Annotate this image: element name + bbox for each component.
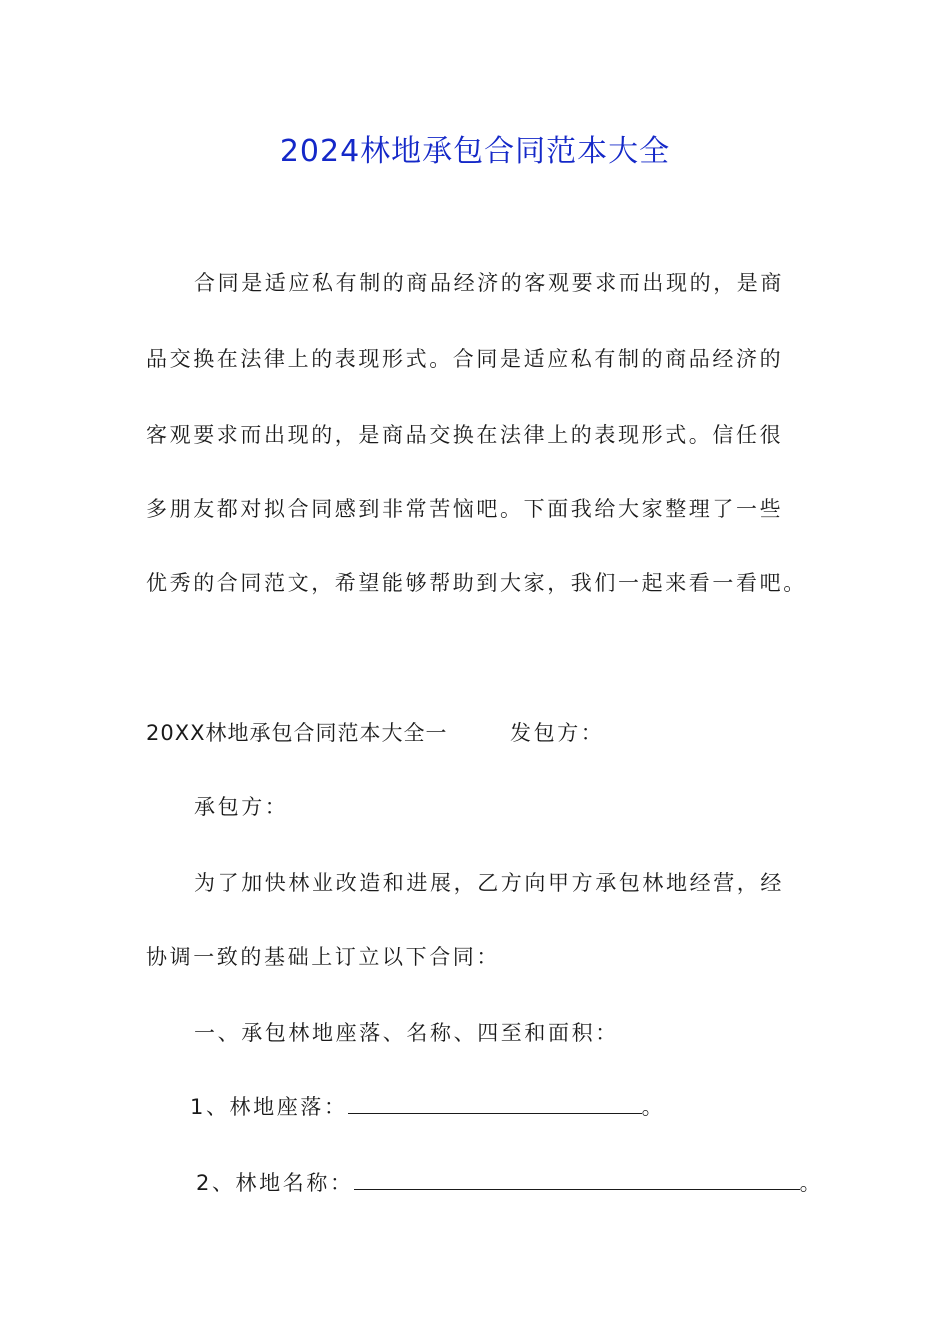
intro-line-2: 品交换在法律上的表现形式。合同是适应私有制的商品经济的 (146, 347, 784, 371)
intro-line-5: 优秀的合同范文，希望能够帮助到大家，我们一起来看一看吧。 (146, 571, 807, 595)
item-2-blank-field[interactable] (354, 1169, 800, 1190)
party-b-label: 承包方： (194, 795, 289, 819)
purpose-line-1: 为了加快林业改造和进展，乙方向甲方承包林地经营，经 (194, 871, 784, 895)
intro-line-1: 合同是适应私有制的商品经济的客观要求而出现的，是商 (194, 271, 784, 295)
item-1-blank-field[interactable] (348, 1093, 642, 1114)
intro-line-4: 多朋友都对拟合同感到非常苦恼吧。下面我给大家整理了一些 (146, 497, 784, 521)
item-1-row (190, 1092, 665, 1122)
item-2-row (196, 1168, 823, 1198)
intro-line-3: 客观要求而出现的，是商品交换在法律上的表现形式。信任很 (146, 423, 784, 447)
item-1-label: 1、林地座落： (190, 1095, 348, 1119)
item-2-end: 。 (799, 1171, 824, 1195)
item-2-label: 2、林地名称： (196, 1171, 354, 1195)
party-a-label: 发包方： (510, 721, 605, 745)
purpose-line-2: 协调一致的基础上订立以下合同： (146, 945, 500, 969)
document-title: 2024林地承包合同范本大全 (279, 134, 671, 169)
clause-1-heading: 一、承包林地座落、名称、四至和面积： (194, 1021, 619, 1045)
section-heading: 20XX林地承包合同范本大全一 (146, 721, 448, 745)
item-1-end: 。 (641, 1095, 666, 1119)
